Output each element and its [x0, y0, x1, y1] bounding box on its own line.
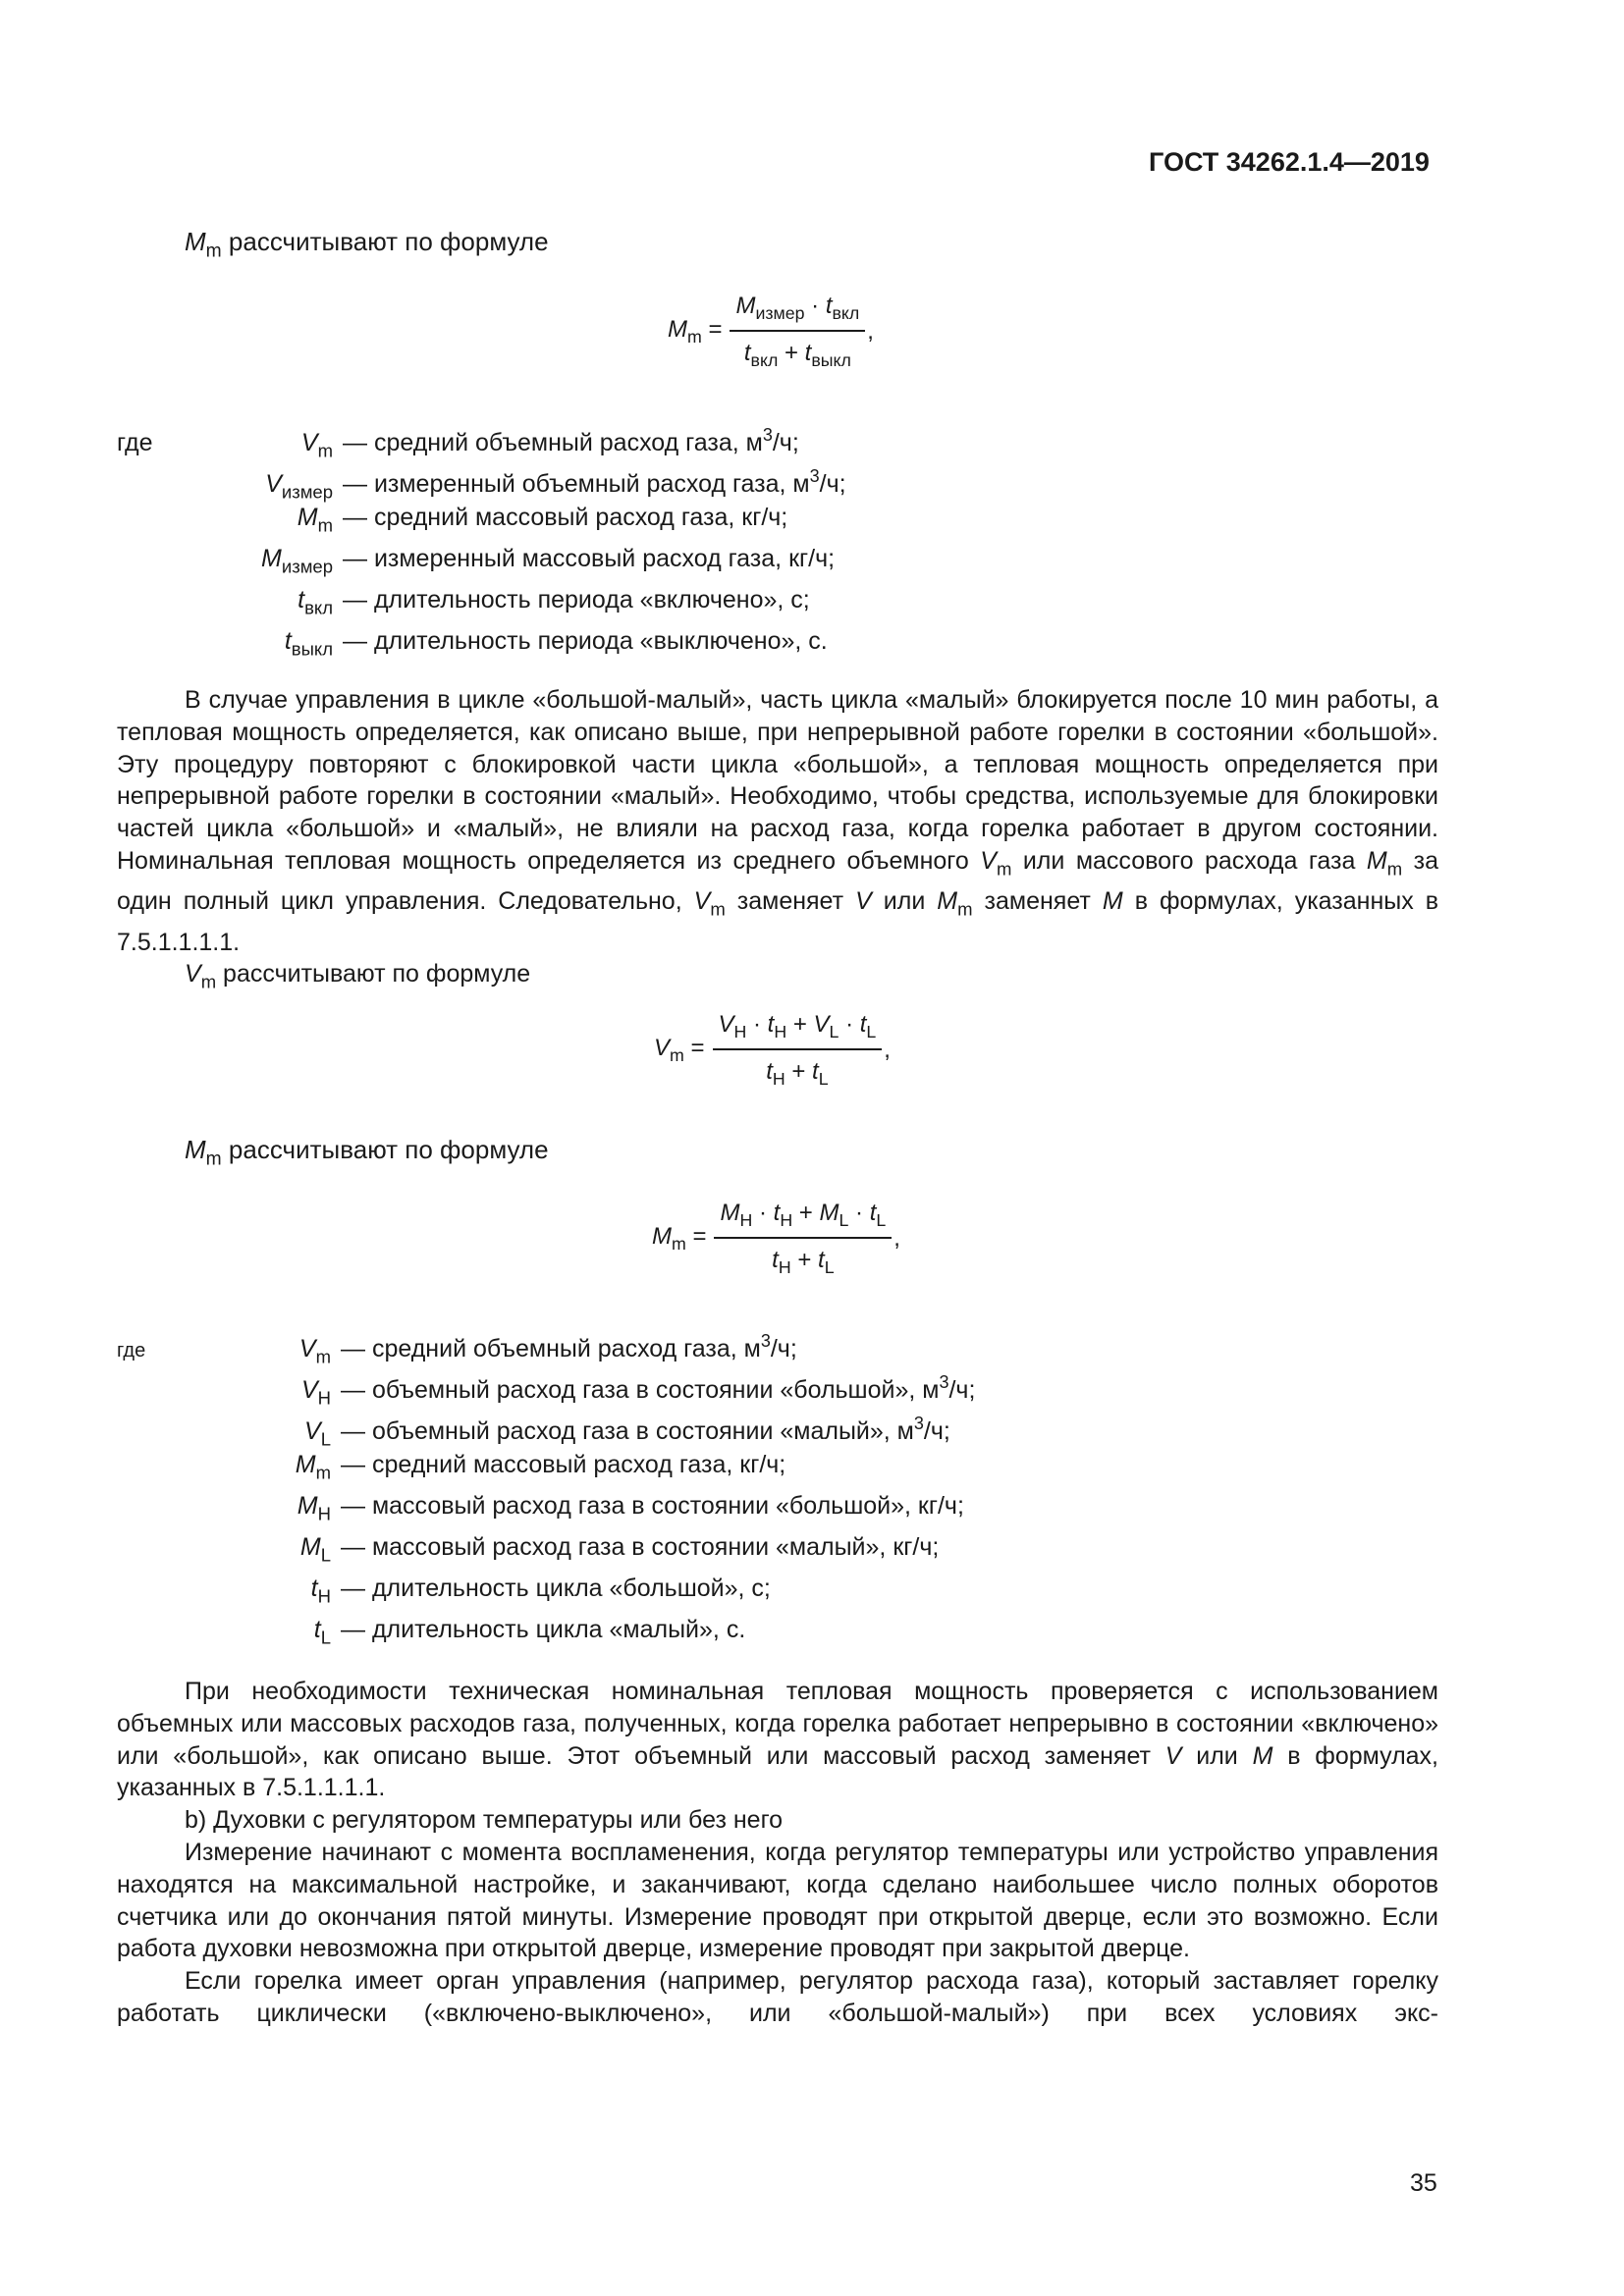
formula-lhs: $M_m$ — [668, 316, 702, 347]
fraction — [714, 1200, 892, 1278]
definition-row: $t_{вкл}$ — длительность периода «включено», с; — [298, 586, 810, 618]
formula-lhs: $M_m$ — [652, 1223, 686, 1255]
paragraph-block-ovens — [117, 1676, 1438, 2030]
formula-mm-big-small: $M_m$ = $\frac{M_H \cdot t_H + M_L \cdot t_L}{t_H + t_L}$ , — [652, 1200, 900, 1278]
paragraph: В случае управления в цикле «большой-малый», часть цикла «малый» блокируется после 10 мин работы, а тепловая мощность определяется, как описано выше, при непрерывной работе горелки в состоянии «большой». Эту процедуру повторяют с блокировкой части цикла «большой», а тепловая мощность определяется при непрерывной работе горелки в состоянии «малый». Необходимо, чтобы средства, используемые для блокировки частей цикла «большой» и «малый», не влияли на расход газа, когда горелка работает в другом состоянии. Номинальная тепловая мощность определяется из среднего объемного $V_m$ или массового расхода газа $M_m$ за один полный цикл управления. Следовательно, $V_m$ заменяет V или $M_m$ заменяет M в формулах, указанных в 7.5.1.1.1.1. — [117, 686, 1439, 956]
document-code: ГОСТ 34262.1.4—2019 — [1149, 147, 1430, 177]
fraction — [730, 293, 865, 371]
definition-row: $M_H$ — массовый расход газа в состоянии «большой», кг/ч; — [297, 1492, 964, 1524]
denominator: $t_{вкл} + t_{выкл}$ — [743, 340, 851, 371]
formula-intro-mm-2 — [185, 1135, 549, 1171]
definition-row: $M_{измер}$ — измеренный массовый расход газа, кг/ч; — [261, 545, 836, 577]
numerator: $V_H \cdot t_H + V_L \cdot t_L$ — [713, 1011, 883, 1050]
definition-row: $M_m$ — средний массовый расход газа, кг/ч; — [295, 1451, 786, 1483]
definition-row: $V_{измер}$ — измеренный объемный расход газа, $м^3/ч$; — [265, 466, 846, 503]
subsection-heading: b) Духовки с регулятором температуры или без него — [185, 1806, 784, 1835]
definition-row: $M_L$ — массовый расход газа в состоянии «малый», кг/ч; — [299, 1533, 940, 1566]
formula-vm-big-small: $V_m$ = $\frac{V_H \cdot t_H + V_L \cdot t_L}{t_H + t_L}$ , — [654, 1011, 891, 1090]
symbol-definitions-1 — [117, 414, 846, 662]
denominator: $t_H + t_L$ — [772, 1247, 835, 1278]
formula-lhs: $V_m$ — [654, 1035, 684, 1066]
definition-row: $V_L$ — объемный расход газа в состоянии «малый», $м^3/ч$; — [304, 1414, 950, 1450]
formula-mm-on-off: $M_m$ = $\frac{M_{измер} \cdot t_{вкл}}{t_{вкл} + t_{выкл}}$ , — [668, 293, 874, 371]
paragraph: При необходимости техническая номинальная тепловая мощность проверяется с использованием объемных или массовых расходов газа, полученных, когда горелка работает непрерывно в состоянии «включено» или «большой», как описано выше. Этот объемный или массовый расход заменяет V или M в формулах, указанных в 7.5.1.1.1.1. — [117, 1678, 1439, 1802]
numerator: $M_{измер} \cdot t_{вкл}$ — [730, 293, 865, 332]
definition-row: где $V_m$ — средний объемный расход газа, $м^3/ч$; — [117, 1331, 797, 1367]
symbol: $M_m$ — [185, 227, 222, 262]
symbol-definitions-2 — [117, 1320, 975, 1650]
intro-text: рассчитывают по формуле — [221, 227, 549, 256]
definition-row: $t_L$ — длительность цикла «малый», с. — [313, 1616, 746, 1648]
definition-row: где $V_m$ — средний объемный расход газа, $м^3/ч$; — [117, 425, 799, 461]
formula-intro-mm — [185, 227, 549, 263]
fraction — [713, 1011, 883, 1090]
symbol: $M_m$ — [185, 1135, 222, 1170]
paragraph: Если горелка имеет орган управления (например, регулятор расхода газа), который заставляет горелку работать циклически («включено-выключено», или «большой-малый») при всех условиях экс- — [117, 1967, 1438, 2027]
numerator: $M_H \cdot t_H + M_L \cdot t_L$ — [714, 1200, 892, 1239]
definition-row: $V_H$ — объемный расход газа в состоянии «большой», $м^3/ч$; — [300, 1372, 976, 1409]
definition-row: $M_m$ — средний массовый расход газа, кг/ч; — [297, 504, 788, 536]
paragraph-big-small-cycle — [117, 684, 1438, 999]
page-number: 35 — [1410, 2169, 1437, 2197]
formula-intro-vm: $V_m$ рассчитывают по формуле — [185, 960, 531, 992]
intro-text: рассчитывают по формуле — [221, 1135, 549, 1164]
paragraph: Измерение начинают с момента воспламенения, когда регулятор температуры или устройство управления находятся на максимальной настройке, и заканчивают, когда сделано наибольшее число полных оборотов счетчика или до окончания пятой минуты. Измерение проводят при открытой дверце, если это возможно. Если работа духовки невозможна при открытой дверце, измерение проводят при закрытой дверце. — [117, 1838, 1438, 1963]
denominator: $t_H + t_L$ — [766, 1058, 829, 1090]
definition-row: $t_H$ — длительность цикла «большой», с; — [310, 1575, 771, 1607]
definition-row: $t_{выкл}$ — длительность периода «выключено», с. — [284, 627, 828, 660]
